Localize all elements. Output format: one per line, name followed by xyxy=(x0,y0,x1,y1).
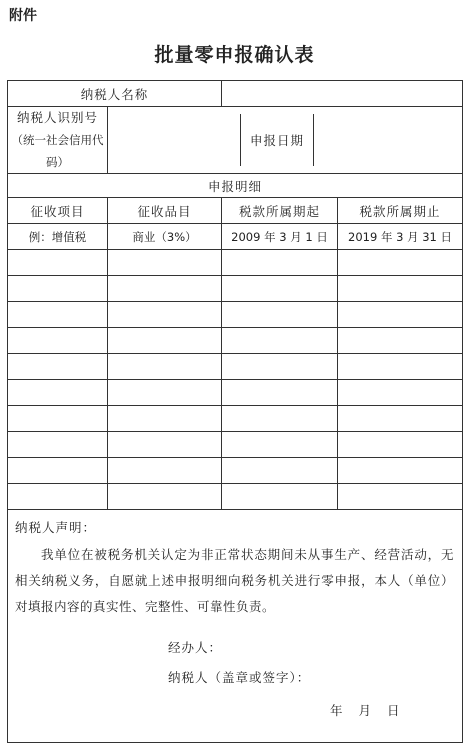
example-item: 例：增值税 xyxy=(8,224,108,250)
table-cell[interactable] xyxy=(108,432,222,458)
table-cell[interactable] xyxy=(108,302,222,328)
column-header-row xyxy=(8,198,463,224)
table-cell[interactable] xyxy=(338,250,463,276)
taxpayer-id-row xyxy=(8,107,463,174)
table-cell[interactable] xyxy=(338,484,463,510)
example-period-end: 2019 年 3 月 31 日 xyxy=(338,224,463,250)
table-cell[interactable] xyxy=(222,458,338,484)
confirmation-table xyxy=(7,80,463,743)
report-date-field[interactable] xyxy=(314,114,462,166)
col-header-period-start: 税款所属期起 xyxy=(222,198,338,224)
handler-label: 经办人： xyxy=(168,640,223,655)
table-cell[interactable] xyxy=(8,354,108,380)
table-cell[interactable] xyxy=(108,354,222,380)
table-row xyxy=(8,380,463,406)
taxpayer-sign-label: 纳税人（盖章或签字）： xyxy=(168,670,311,685)
declaration-section xyxy=(8,510,463,743)
table-row xyxy=(8,432,463,458)
sign-date-label: 年 月 日 xyxy=(330,703,401,718)
form-title: 批量零申报确认表 xyxy=(154,44,315,66)
table-cell[interactable] xyxy=(338,302,463,328)
table-cell[interactable] xyxy=(222,432,338,458)
table-cell[interactable] xyxy=(222,354,338,380)
table-row xyxy=(8,406,463,432)
table-cell[interactable] xyxy=(8,276,108,302)
taxpayer-id-field[interactable] xyxy=(108,114,241,166)
table-cell[interactable] xyxy=(222,328,338,354)
taxpayer-id-label xyxy=(8,107,108,174)
table-cell[interactable] xyxy=(338,276,463,302)
table-cell[interactable] xyxy=(222,406,338,432)
table-cell[interactable] xyxy=(108,380,222,406)
table-cell[interactable] xyxy=(8,484,108,510)
example-row xyxy=(8,224,463,250)
table-cell[interactable] xyxy=(338,380,463,406)
table-cell[interactable] xyxy=(108,276,222,302)
table-cell[interactable] xyxy=(108,458,222,484)
attachment-label: 附件 xyxy=(9,8,37,24)
declaration-row xyxy=(8,510,463,743)
report-date-label: 申报日期 xyxy=(241,114,314,166)
table-cell[interactable] xyxy=(8,432,108,458)
col-header-period-end: 税款所属期止 xyxy=(338,198,463,224)
taxpayer-name-field[interactable] xyxy=(222,81,463,107)
table-row xyxy=(8,354,463,380)
table-cell[interactable] xyxy=(108,250,222,276)
table-cell[interactable] xyxy=(108,484,222,510)
table-row xyxy=(8,484,463,510)
table-cell[interactable] xyxy=(222,250,338,276)
table-cell[interactable] xyxy=(8,328,108,354)
declaration-heading: 纳税人声明： xyxy=(15,520,97,535)
table-row xyxy=(8,328,463,354)
table-cell[interactable] xyxy=(8,458,108,484)
table-cell[interactable] xyxy=(338,328,463,354)
table-cell[interactable] xyxy=(8,406,108,432)
table-cell[interactable] xyxy=(222,276,338,302)
table-cell[interactable] xyxy=(338,432,463,458)
table-cell[interactable] xyxy=(8,380,108,406)
table-cell[interactable] xyxy=(338,354,463,380)
table-cell[interactable] xyxy=(222,380,338,406)
table-cell[interactable] xyxy=(8,302,108,328)
table-cell[interactable] xyxy=(222,302,338,328)
taxpayer-id-label-line2: （统一社会信用代码） xyxy=(11,133,104,169)
table-cell[interactable] xyxy=(338,458,463,484)
table-cell[interactable] xyxy=(8,250,108,276)
col-header-item: 征收项目 xyxy=(8,198,108,224)
example-subitem: 商业（3%） xyxy=(108,224,222,250)
declaration-body: 我单位在被税务机关认定为非正常状态期间未从事生产、经营活动，无相关纳税义务，自愿就上述申报明细向税务机关进行零申报，本人（单位）对填报内容的真实性、完整性、可靠性负责。 xyxy=(15,547,455,614)
table-cell[interactable] xyxy=(222,484,338,510)
table-row xyxy=(8,302,463,328)
col-header-subitem: 征收品目 xyxy=(108,198,222,224)
table-row xyxy=(8,250,463,276)
table-cell[interactable] xyxy=(108,328,222,354)
table-row xyxy=(8,458,463,484)
table-row xyxy=(8,276,463,302)
example-period-start: 2009 年 3 月 1 日 xyxy=(222,224,338,250)
taxpayer-id-label-line1: 纳税人识别号 xyxy=(16,110,98,125)
details-header: 申报明细 xyxy=(8,174,463,198)
table-cell[interactable] xyxy=(108,406,222,432)
details-header-row xyxy=(8,174,463,198)
taxpayer-name-row xyxy=(8,81,463,107)
taxpayer-name-label: 纳税人名称 xyxy=(8,81,222,107)
table-cell[interactable] xyxy=(338,406,463,432)
